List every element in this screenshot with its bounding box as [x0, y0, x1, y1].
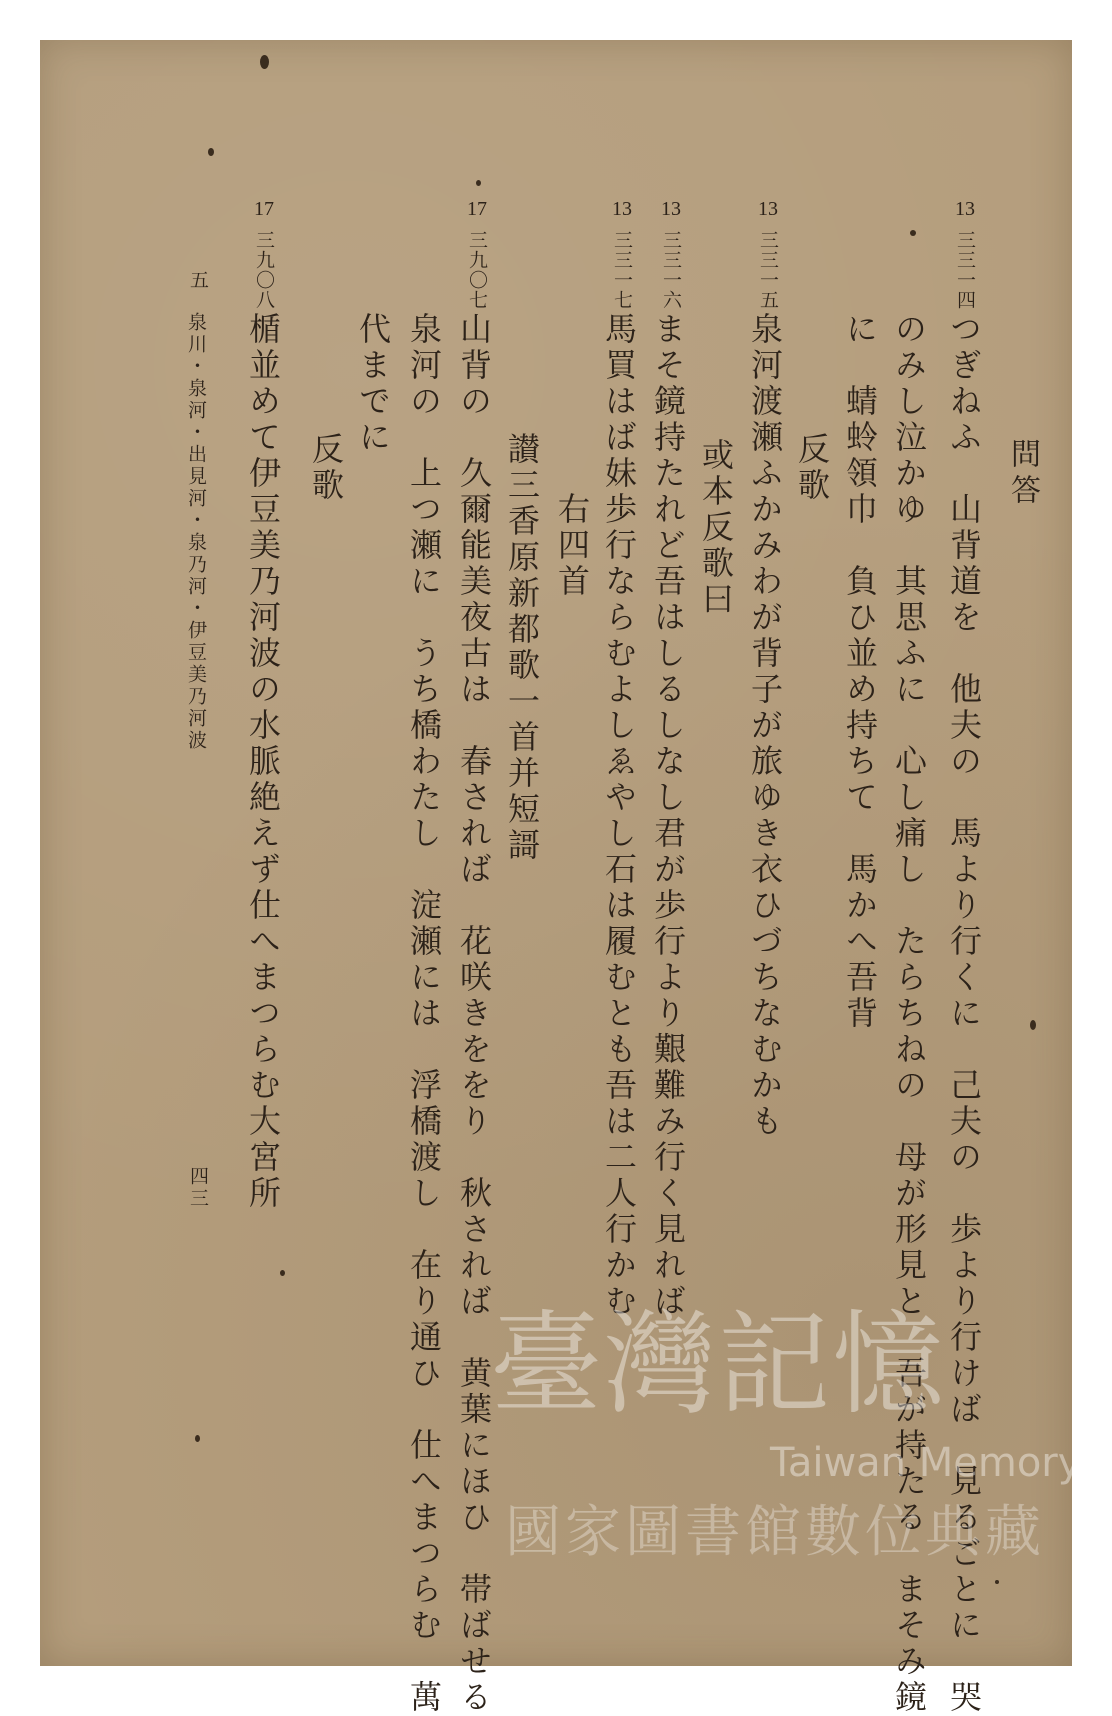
hanka-label: 反歌 — [307, 432, 345, 504]
paper-speck — [260, 55, 269, 69]
hanka-label: 反歌 — [793, 432, 831, 504]
volume-number: 13 — [661, 198, 681, 220]
note-label: 右四首 — [553, 492, 591, 600]
poem-number: 三三一五 — [757, 230, 779, 310]
paper-speck — [280, 1270, 285, 1276]
paper-speck — [995, 1580, 999, 1584]
poem-line: 馬買はば妹歩行ならむよしゑやし石は履むとも吾は二人行かむ — [600, 312, 638, 1320]
paper-speck — [195, 1435, 200, 1442]
poem-number: 三三一六 — [660, 230, 682, 310]
poem-number: 三九〇七 — [466, 230, 488, 310]
poem-line: 泉河の 上つ瀬に うち橋わたし 淀瀬には 浮橋渡し 在り通ひ 仕へまつらむ 萬 — [405, 312, 443, 1716]
volume-number: 13 — [758, 198, 778, 220]
footnote-caption: 泉川・泉河・出見河・泉乃河・伊豆美乃河波 — [185, 312, 207, 752]
volume-number: 13 — [612, 198, 632, 220]
section-number: 五 — [187, 270, 209, 292]
poem-line: つぎねふ 山背道を 他夫の 馬より行くに 己夫の 歩より行けば 見るごとに 哭 — [945, 312, 983, 1716]
watermark-logo: 臺灣記憶 — [490, 1300, 946, 1430]
paper-speck — [910, 230, 916, 236]
watermark-english: Taiwan Memory — [770, 1440, 1082, 1486]
paper-speck — [476, 180, 481, 186]
watermark-library: 國家圖書館數位典藏 — [505, 1500, 1045, 1565]
paper-speck — [1030, 1020, 1036, 1030]
poem-line: 山背の 久爾能美夜古は 春されば 花咲きををり 秋されば 黄葉にほひ 帯ばせる — [455, 312, 493, 1716]
volume-number: 17 — [467, 198, 487, 220]
poem-title: 讃三香原新都歌一首并短謌 — [503, 432, 541, 864]
poem-line: 代までに — [354, 312, 392, 456]
poem-number: 三九〇八 — [253, 230, 275, 310]
poem-line: 泉河渡瀬ふかみわが背子が旅ゆき衣ひづちなむかも — [746, 312, 784, 1140]
paper-speck — [208, 148, 214, 156]
volume-number: 13 — [955, 198, 975, 220]
poem-line: のみし泣かゆ 其思ふに 心し痛し たらちねの 母が形見と 吾が持たる まそみ鏡 — [890, 312, 928, 1716]
poem-line: まそ鏡持たれど吾はしるしなし君が歩行より艱難み行く見れば — [649, 312, 687, 1320]
poem-number: 三三一七 — [611, 230, 633, 310]
poem-number: 三三一四 — [954, 230, 976, 310]
page-number: 四三 — [187, 1166, 209, 1210]
poem-line: に 蜻蛉領巾 負ひ並め持ちて 馬かへ吾背 — [841, 312, 879, 1032]
poem-line: 楯並めて伊豆美乃河波の水脈絶えず仕へまつらむ大宮所 — [244, 312, 282, 1212]
volume-number: 17 — [254, 198, 274, 220]
section-title: 問答 — [1005, 438, 1040, 510]
variant-label: 或本反歌曰 — [697, 438, 735, 618]
